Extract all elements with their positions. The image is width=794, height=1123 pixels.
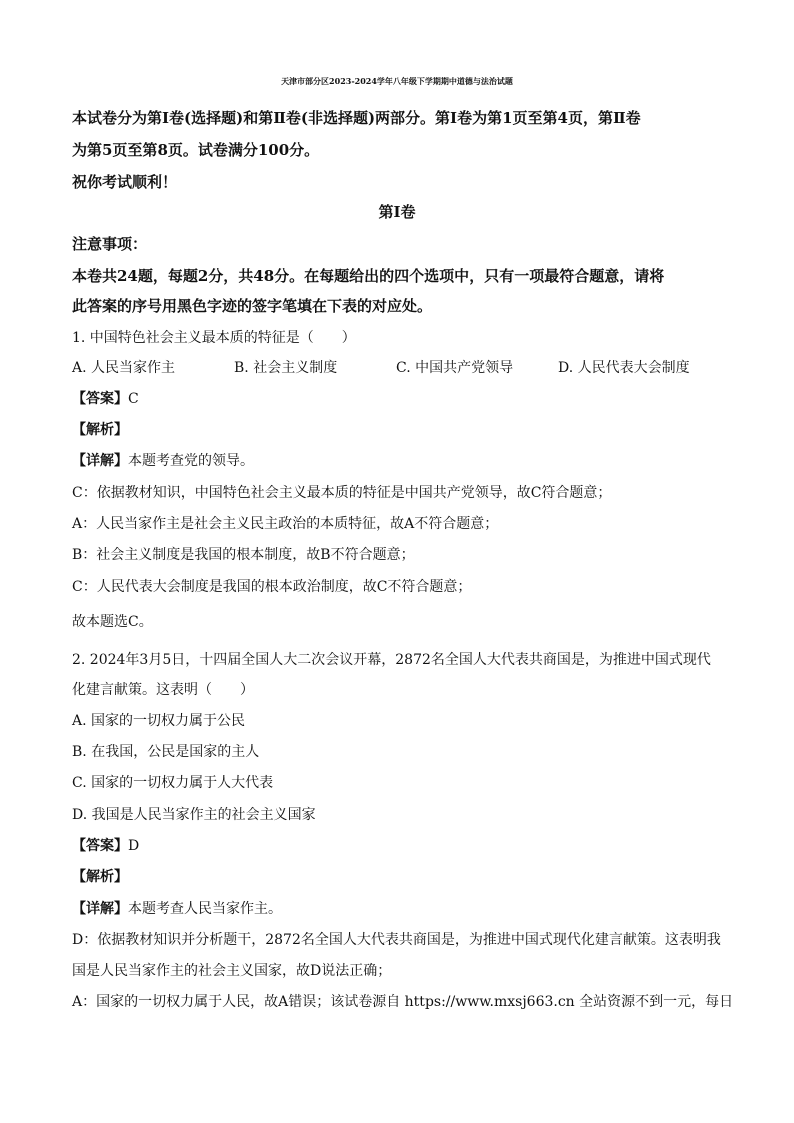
- q2-option-a: A. 国家的一切权力属于公民: [72, 713, 246, 729]
- q2-option-d: D. 我国是人民当家作主的社会主义国家: [72, 807, 316, 823]
- q1-explain-line-1: C：依据教材知识，中国特色社会主义最本质的特征是中国共产党领导，故C符合题意；: [72, 485, 612, 501]
- q2-explain-line-3: A：国家的一切权力属于人民，故A错误；该试卷源自 https://www.mxsj663.cn 全站资源不到一元，每日: [72, 994, 734, 1010]
- q1-option-c: C. 中国共产党领导: [396, 360, 514, 376]
- q2-answer-value: D: [128, 838, 140, 854]
- q2-detail: [72, 899, 282, 919]
- q1-analysis-label: 【解析】: [72, 422, 128, 438]
- q1-option-b: B. 社会主义制度: [234, 360, 338, 376]
- q1-stem: 1. 中国特色社会主义最本质的特征是（ ）: [72, 330, 356, 346]
- q1-option-d: D. 人民代表大会制度: [558, 360, 690, 376]
- q1-detail-text: 本题考查党的领导。: [128, 453, 254, 469]
- q1-explain-line-5: 故本题选C。: [72, 614, 153, 630]
- q2-explain-line-2: 国是人民当家作主的社会主义国家，故D说法正确；: [72, 963, 392, 979]
- notice-line-2: 此答案的序号用黑色字迹的签字笔填在下表的对应处。: [72, 297, 433, 315]
- q1-answer-value: C: [128, 391, 139, 407]
- document-title: 天津市部分区2023-2024学年八年级下学期期中道德与法治试题: [281, 76, 513, 86]
- q2-option-b: B. 在我国，公民是国家的主人: [72, 744, 260, 760]
- q1-explain-line-4: C：人民代表大会制度是我国的根本政治制度，故C不符合题意；: [72, 579, 472, 595]
- q2-detail-tag: 【详解】: [72, 901, 128, 917]
- q2-option-c: C. 国家的一切权力属于人大代表: [72, 775, 274, 791]
- q2-stem-line-2: 化建言献策。这表明（ ）: [72, 682, 254, 698]
- q2-detail-text: 本题考查人民当家作主。: [128, 901, 282, 917]
- q2-analysis-tag: [72, 867, 128, 887]
- intro-line-1: 本试卷分为第Ⅰ卷(选择题)和第Ⅱ卷(非选择题)两部分。第Ⅰ卷为第1页至第4页，第Ⅱ卷: [72, 109, 641, 127]
- q1-explain-line-3: B：社会主义制度是我国的根本制度，故B不符合题意；: [72, 547, 415, 563]
- q1-explain-line-2: A：人民当家作主是社会主义民主政治的本质特征，故A不符合题意；: [72, 516, 499, 532]
- notice-line-1: 本卷共24题，每题2分，共48分。在每题给出的四个选项中，只有一项最符合题意，请将: [72, 267, 665, 285]
- section-title: 第Ⅰ卷: [378, 203, 416, 221]
- q2-explain-line-1: D：依据教材知识并分析题干，2872名全国人大代表共商国是，为推进中国式现代化建言献策。这表明我: [72, 932, 721, 948]
- q1-answer: [72, 389, 139, 409]
- intro-line-2: 为第5页至第8页。试卷满分100分。: [72, 141, 320, 159]
- q2-analysis-label: 【解析】: [72, 869, 128, 885]
- q1-analysis-tag: [72, 420, 128, 440]
- q1-answer-tag: 【答案】: [72, 391, 128, 407]
- notice-label: 注意事项：: [72, 235, 148, 253]
- q2-stem-line-1: 2. 2024年3月5日，十四届全国人大二次会议开幕，2872名全国人大代表共商国是，为推进中国式现代: [72, 652, 711, 668]
- q1-detail-tag: 【详解】: [72, 453, 128, 469]
- q2-answer: [72, 836, 139, 856]
- q2-answer-tag: 【答案】: [72, 838, 128, 854]
- q1-option-a: A. 人民当家作主: [72, 360, 176, 376]
- q1-detail: [72, 451, 254, 471]
- intro-line-3: 祝你考试顺利！: [72, 173, 178, 191]
